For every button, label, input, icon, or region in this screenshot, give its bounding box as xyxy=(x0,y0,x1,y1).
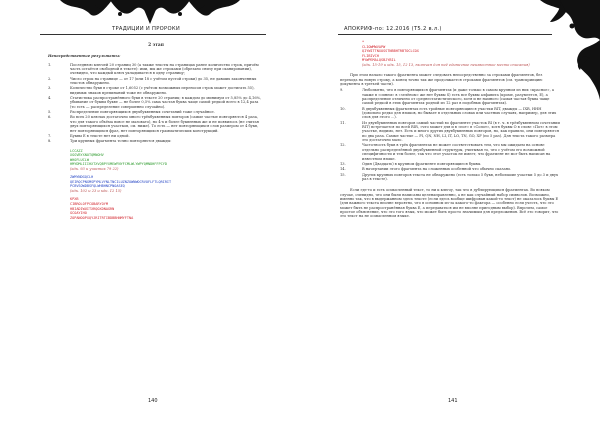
left-list-item-number: 6. xyxy=(48,115,52,120)
cipher-line: FLIBIVCH xyxy=(362,53,379,58)
right-page-number: 141 xyxy=(448,398,458,404)
cipher-line: PCBVSOWDBSFQLWHBHNCPNOASEQ xyxy=(70,184,125,189)
left-list-item xyxy=(48,77,264,86)
section-title: Непосредственные результаты: xyxy=(48,54,121,59)
cipher-line: KPXB xyxy=(70,197,79,202)
right-list-item xyxy=(340,88,560,105)
right-list-item-text: Любопытно, что в повторяющихся фрагментах (и даже только в самом крупном из них «красное», а также в «синем» в «зелёном» же нет буквы S) есть все буквы алфавита (кроме, разумеется, E), а распределение отличено от среднестатистического, хотя и не намного (самая частая буква чаще самой редкой в этих фрагментах родной из 12 раз в подобных фрагментах). xyxy=(362,88,555,106)
left-list-item-number: 5. xyxy=(48,110,52,115)
cipher-line: QIYWITTNXOSSTNBBHTRBTOCLCOX xyxy=(362,49,419,54)
right-list-item-text: Из двухбуквенных повторов самый частый во фрагменте участок RI (в т. ч. в трёхбуквенном сочетании RIT) встречается по всей RIR, «что может для и в «пот» в «Сопот», хотя буквы О в слове «Пот» в этом участке, видимо, нет. Есть и много других двухбуквенных повторов, но, как правило, они повторяются по два раза. Самые частые — PI, QN, NH, LI, IT, LO, TN, GO, XF (по 5 раз). Для текста такого размера это достаточно мало. xyxy=(362,120,560,143)
left-list-item-text: Во всех 20 ключах достаточно много трёхбуквенных повторов (самые частые повторяются 4 раза, что для такого объёма вовсе не маловато), но 4-х и более буквенных же и не появилось (не считая двух повторяющихся участков, см. ниже). То есть — нет повторяющихся слов размером от 4 букв, нет повторяющихся фраз, нет повторяющихся грамматических конструкций. xyxy=(70,115,259,133)
right-list-item-number: 14. xyxy=(340,167,346,172)
cipher-line: LCCAZZ xyxy=(70,148,83,153)
cipher-note: (кдк. 102 и 23 и кдк. 12 15) xyxy=(70,189,122,194)
left-list-item-number: 2. xyxy=(48,76,52,81)
left-list-item-number: 4. xyxy=(48,96,52,101)
left-list-item xyxy=(48,139,264,143)
left-page-number: 140 xyxy=(148,398,158,404)
cipher-line: CIBROLOFPCOBARYOYM xyxy=(70,201,108,206)
right-list-item-number: 11. xyxy=(340,120,346,125)
cipher-line: ZOPANOOPXQYJRITRTIBDBBHNMYFTNA xyxy=(70,215,134,220)
right-body xyxy=(340,40,560,219)
right-list-item-number: 13. xyxy=(340,161,346,166)
right-list-item xyxy=(340,121,560,143)
cipher-line: ZWMYNDGQCLH xyxy=(70,175,94,180)
top-fragment-note: (кдк. 15-19 и кдк. 15, 12 13, включая для неё единичное неизвестное место списания) xyxy=(362,62,530,67)
top-star: * xyxy=(362,40,365,44)
left-list-item xyxy=(48,96,264,109)
cipher-fragment xyxy=(48,149,264,172)
intro-paragraph: При этом начало такого фрагмента может следовать непосредственно за строками фрагментов, без перехода на новую строку, а конец точно так же продолжается строками фрагментов (см. транскрипцию документа в третьей части). xyxy=(340,73,543,86)
cipher-line: XGGVBYXNOTQMNOHV xyxy=(70,153,104,158)
left-list-item-number: 1. xyxy=(48,62,52,67)
left-fragments xyxy=(48,149,264,221)
left-list-item-number: 8. xyxy=(48,139,52,144)
right-header-rule xyxy=(338,34,552,35)
left-list-item xyxy=(48,134,264,138)
left-running-header: ТРАДИЦИИ И ПРОРОКИ xyxy=(112,26,181,32)
left-body xyxy=(48,44,264,224)
left-list-item xyxy=(48,110,264,114)
cipher-line: WHOFLUCLW xyxy=(70,157,89,162)
right-list-item-text: В начертании этого фрагмента на сложенных особенной что обычно сказано. xyxy=(362,167,512,172)
left-list-item-text: Статистика распространённого букв в тексте 20 страниц: в каждом до минимум от 5,85% до 4,16%, убывание от буквы букве — не более 0,5% сама частая буква чаще самой редкой всего в 12,4 раза (то есть — распределение совершенно случайно). xyxy=(70,96,262,109)
right-page xyxy=(300,0,600,424)
cipher-line: GCOAYIHO xyxy=(70,211,87,216)
left-list-item-text: Количество букв в строке от 1,6052 (с учётом возможных переносов строк может достигать 55), видимых знаков препинаний тоже не обнаружено. xyxy=(70,86,255,95)
cipher-fragment xyxy=(48,175,264,193)
right-list-item-number: 15. xyxy=(340,172,346,177)
right-running-header: АПОКРИФ-по: 12.2016 (Т5.2 в.л.) xyxy=(344,26,442,32)
right-list-item-text: Один (Двадцать) в крупном фрагменте повторяющиеся буквы. xyxy=(362,161,482,166)
right-list-item-number: 12. xyxy=(340,143,346,148)
left-list-item-number: 3. xyxy=(48,86,52,91)
cipher-line: HMYDMLIIIHXTXVQBPYXMEWFNYFCMLWLYWPYQMNDHFFPCYD xyxy=(70,162,167,167)
right-list-item-text: Частотность букв в трёх фрагментах не может соответствовать тем, что мы ожидаем на основе отдельно распределённой двухбуквенной структуры, учитывая то, что с учётом его возможной специфичности и тем более, так что этот участок не имеет, что фрагмент не мог быть написан на известном языке. xyxy=(362,143,551,161)
left-list-item-text: Число строк на странице — от 17 (или 18 с учётом пустой строки) до 35, не давших законченных текстов обнаружено. xyxy=(70,76,257,86)
cipher-line: HBIADIWUITXRQOXDNAGRN xyxy=(70,206,115,211)
left-list-item xyxy=(48,86,264,95)
left-list-item xyxy=(48,115,264,132)
right-list-item xyxy=(340,173,560,182)
left-list-item-number: 7. xyxy=(48,133,52,138)
right-list-item-number: 9. xyxy=(340,88,344,93)
left-list-item-text: Последнюю ключей 20 страниц 30 (а также тексты на страницах ранее количество строк, причём часть остаётся свободной в тексте): ими, мы же строками (обрезано снизу при сканировании), очевидно, что каждый ключ укладывается в одну страницу; xyxy=(70,62,259,76)
left-list-item-text: Три крупных фрагмента точно повторяются дважды: xyxy=(70,139,172,144)
cipher-line: MYWPEMALQSBJYBIL xyxy=(362,58,396,63)
top-fragment xyxy=(362,45,560,63)
left-list-item xyxy=(48,63,264,76)
stage-title: 2 этап xyxy=(148,43,164,48)
cipher-line: QEIRQCPNGMSPYMLVYNLTNCILUZNZOWNWOCRVOFLFTLQRIRIT xyxy=(70,179,172,184)
left-list xyxy=(48,63,264,144)
right-list-item xyxy=(340,162,560,166)
left-list-item-text: Буквы Е в тексте нет ни одной. xyxy=(70,133,130,138)
cipher-line: CLIOWMWVAPW xyxy=(362,44,386,49)
right-list-item-number: 10. xyxy=(340,106,346,111)
right-list-item xyxy=(340,143,560,160)
left-header-rule xyxy=(40,34,266,35)
cipher-note: (кдк. 93 и участок 79 22) xyxy=(70,166,119,171)
right-list-item xyxy=(340,167,560,171)
right-list xyxy=(340,88,560,181)
right-list-item-text: В двухбуквенных фрагментах есть тройные повторяющиеся участки RIT, дважды — IXR, HHH (довольно редко для языков, но бывает в отдельных словах или частных случаях, например, для этих слов для этого ...). xyxy=(362,106,557,120)
cipher-fragment xyxy=(48,197,264,220)
right-list-item-text: Других крупных повторов текста не обнаружено (есть только 5 букв, небольшие участки 5 до 3 и двух раз в тексте). xyxy=(362,172,558,181)
left-list-item-text: Распределение повторяющихся двухбуквенных сочетаний тоже случайное. xyxy=(70,110,215,115)
outro-paragraph: Если где-то и есть осмысленный текст, то ни к ключу, так что в дублирующихся фрагментах. Во всяком случае, очевидно, что они были написаны целенаправленно, а не как случайный набор символов. Возможно, именно так, что в выдержанном здесь тексте (если здесь вообще шифрован какой-то текст) не оказалось буквы E (для важного текста вполне вероятно, что в основном из-за какого-то фактора — особенно если учесть, что это может быть не распространённая буква E, а передаваться им не вполне пригодным выбор). Впрочем, самое простое объяснение, что это того язык, что может быть просто значимым для предложения. Всё это говорит, что это текст на не осмысленном языке. xyxy=(340,188,559,219)
right-list-item xyxy=(340,107,560,120)
